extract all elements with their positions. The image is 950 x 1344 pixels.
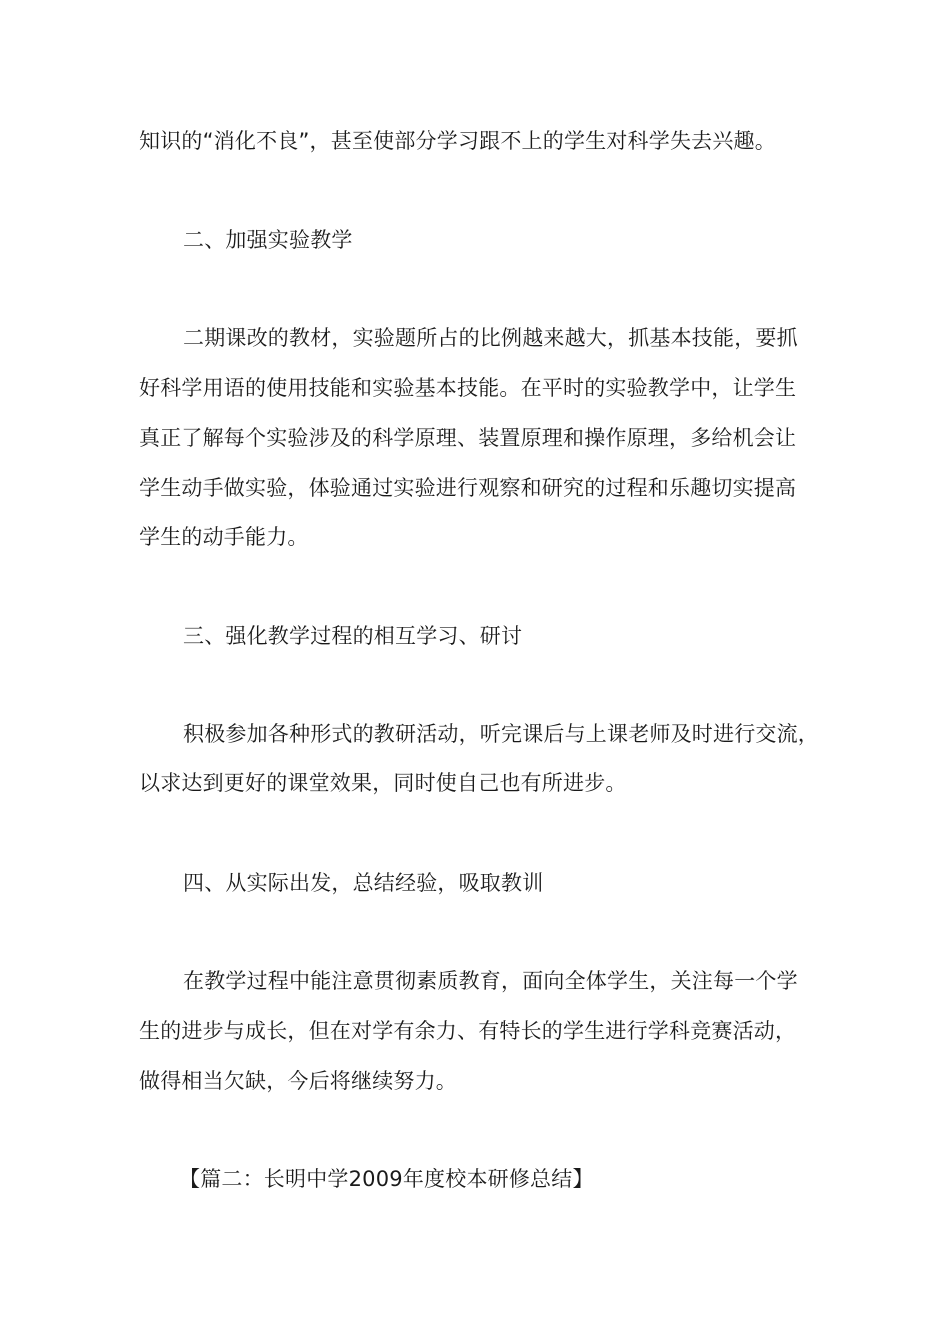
paragraph-line: 好科学用语的使用技能和实验基本技能。在平时的实验教学中，让学生 <box>139 376 797 400</box>
paragraph-line: 学生动手做实验，体验通过实验进行观察和研究的过程和乐趣切实提高 <box>139 476 797 500</box>
section-heading: 二、加强实验教学 <box>183 228 353 252</box>
section-heading: 四、从实际出发，总结经验，吸取教训 <box>183 871 544 895</box>
paragraph-line: 二期课改的教材，实验题所占的比例越来越大，抓基本技能，要抓 <box>183 326 798 350</box>
paragraph-line: 以求达到更好的课堂效果，同时使自己也有所进步。 <box>139 771 627 795</box>
paragraph-line: 真正了解每个实验涉及的科学原理、装置原理和操作原理，多给机会让 <box>139 426 797 450</box>
paragraph-line: 积极参加各种形式的教研活动，听完课后与上课老师及时进行交流， <box>183 722 819 746</box>
paragraph-line: 在教学过程中能注意贯彻素质教育，面向全体学生，关注每一个学 <box>183 969 798 993</box>
paragraph-line: 学生的动手能力。 <box>139 525 309 549</box>
paragraph-line: 知识的“消化不良”，甚至使部分学习跟不上的学生对科学失去兴趣。 <box>139 129 776 153</box>
section-heading: 三、强化教学过程的相互学习、研讨 <box>183 624 523 648</box>
paragraph-line: 做得相当欠缺，今后将继续努力。 <box>139 1069 457 1093</box>
section-title: 【篇二：长明中学2009年度校本研修总结】 <box>179 1167 594 1191</box>
paragraph-line: 生的进步与成长，但在对学有余力、有特长的学生进行学科竞赛活动， <box>139 1019 797 1043</box>
